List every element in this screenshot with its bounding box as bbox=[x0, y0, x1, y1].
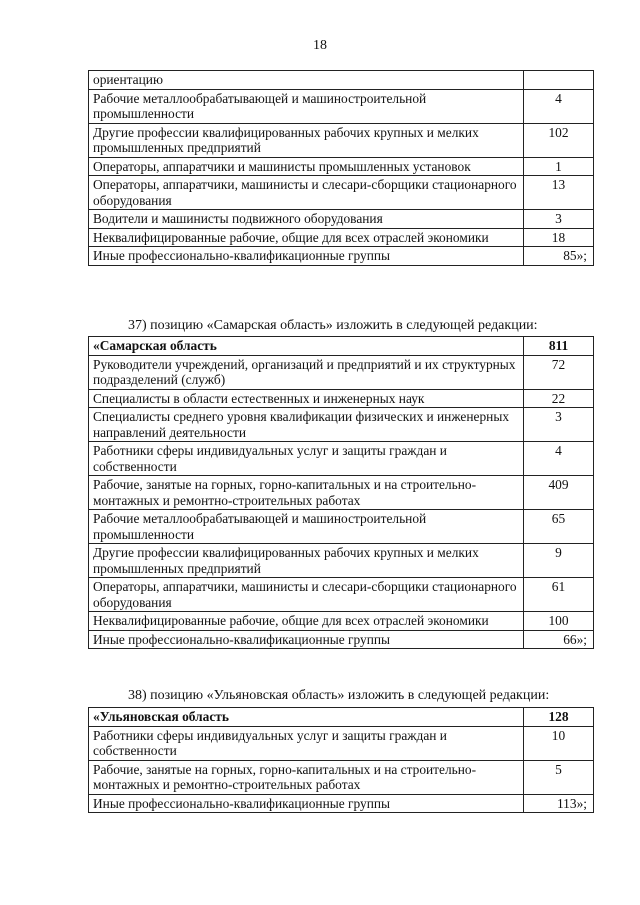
row-value: 102 bbox=[524, 123, 594, 157]
row-label: Работники сферы индивидуальных услуг и защиты граждан и собственности bbox=[89, 726, 524, 760]
row-label: Рабочие, занятые на горных, горно-капитальных и на строительно-монтажных и ремонтно-строительных работах bbox=[89, 476, 524, 510]
table-row bbox=[89, 89, 594, 123]
row-value: 113»; bbox=[524, 794, 594, 813]
table-row bbox=[89, 544, 594, 578]
table-row bbox=[89, 157, 594, 176]
region-total: 811 bbox=[524, 337, 594, 356]
row-value: 85»; bbox=[524, 247, 594, 266]
row-value: 5 bbox=[524, 760, 594, 794]
section-37-intro: 37) позицию «Самарская область» изложить в следующей редакции: bbox=[128, 318, 538, 333]
table-row bbox=[89, 176, 594, 210]
row-label: Иные профессионально-квалификационные группы bbox=[89, 794, 524, 813]
row-value: 10 bbox=[524, 726, 594, 760]
row-label: Иные профессионально-квалификационные группы bbox=[89, 247, 524, 266]
row-label: Рабочие металлообрабатывающей и машиностроительной промышленности bbox=[89, 510, 524, 544]
table-header-row bbox=[89, 708, 594, 727]
row-value: 72 bbox=[524, 355, 594, 389]
row-label: Рабочие, занятые на горных, горно-капитальных и на строительно-монтажных и ремонтно-строительных работах bbox=[89, 760, 524, 794]
row-label: Операторы, аппаратчики и машинисты промышленных установок bbox=[89, 157, 524, 176]
table-row bbox=[89, 726, 594, 760]
row-label: Иные профессионально-квалификационные группы bbox=[89, 630, 524, 649]
table-row bbox=[89, 408, 594, 442]
table-row bbox=[89, 389, 594, 408]
row-value: 3 bbox=[524, 408, 594, 442]
row-value: 18 bbox=[524, 228, 594, 247]
row-value: 4 bbox=[524, 442, 594, 476]
row-value: 65 bbox=[524, 510, 594, 544]
table-row bbox=[89, 442, 594, 476]
row-value: 4 bbox=[524, 89, 594, 123]
table-row bbox=[89, 510, 594, 544]
table-row bbox=[89, 760, 594, 794]
row-value: 409 bbox=[524, 476, 594, 510]
section-38-intro: 38) позицию «Ульяновская область» изложить в следующей редакции: bbox=[128, 688, 550, 703]
table-samara bbox=[88, 336, 594, 649]
row-value: 13 bbox=[524, 176, 594, 210]
row-label: Специалисты среднего уровня квалификации физических и инженерных направлений деятельности bbox=[89, 408, 524, 442]
page-number: 18 bbox=[313, 38, 327, 53]
table-row bbox=[89, 228, 594, 247]
table-ulyanovsk bbox=[88, 707, 594, 813]
row-label: Другие профессии квалифицированных рабочих крупных и мелких промышленных предприятий bbox=[89, 123, 524, 157]
row-value: 1 bbox=[524, 157, 594, 176]
table-row bbox=[89, 476, 594, 510]
table-row bbox=[89, 794, 594, 813]
table-row bbox=[89, 355, 594, 389]
row-label: Водители и машинисты подвижного оборудования bbox=[89, 210, 524, 229]
region-total: 128 bbox=[524, 708, 594, 727]
table-row bbox=[89, 71, 594, 90]
row-label: Работники сферы индивидуальных услуг и защиты граждан и собственности bbox=[89, 442, 524, 476]
table-row bbox=[89, 630, 594, 649]
row-label: Специалисты в области естественных и инженерных наук bbox=[89, 389, 524, 408]
row-value: 100 bbox=[524, 612, 594, 631]
row-label: Руководители учреждений, организаций и предприятий и их структурных подразделений (служб) bbox=[89, 355, 524, 389]
table-row bbox=[89, 612, 594, 631]
row-value: 3 bbox=[524, 210, 594, 229]
region-name: «Самарская область bbox=[89, 337, 524, 356]
row-label: Неквалифицированные рабочие, общие для всех отраслей экономики bbox=[89, 228, 524, 247]
row-value: 61 bbox=[524, 578, 594, 612]
table-row bbox=[89, 123, 594, 157]
row-value bbox=[524, 71, 594, 90]
row-value: 9 bbox=[524, 544, 594, 578]
row-label: Неквалифицированные рабочие, общие для всех отраслей экономики bbox=[89, 612, 524, 631]
row-label: Операторы, аппаратчики, машинисты и слесари-сборщики стационарного оборудования bbox=[89, 176, 524, 210]
table-header-row bbox=[89, 337, 594, 356]
row-label: Рабочие металлообрабатывающей и машиностроительной промышленности bbox=[89, 89, 524, 123]
row-label: Операторы, аппаратчики, машинисты и слесари-сборщики стационарного оборудования bbox=[89, 578, 524, 612]
table-continuation bbox=[88, 70, 594, 266]
row-value: 66»; bbox=[524, 630, 594, 649]
table-row bbox=[89, 210, 594, 229]
row-label: Другие профессии квалифицированных рабочих крупных и мелких промышленных предприятий bbox=[89, 544, 524, 578]
table-row bbox=[89, 578, 594, 612]
table-row bbox=[89, 247, 594, 266]
row-label: ориентацию bbox=[89, 71, 524, 90]
region-name: «Ульяновская область bbox=[89, 708, 524, 727]
row-value: 22 bbox=[524, 389, 594, 408]
